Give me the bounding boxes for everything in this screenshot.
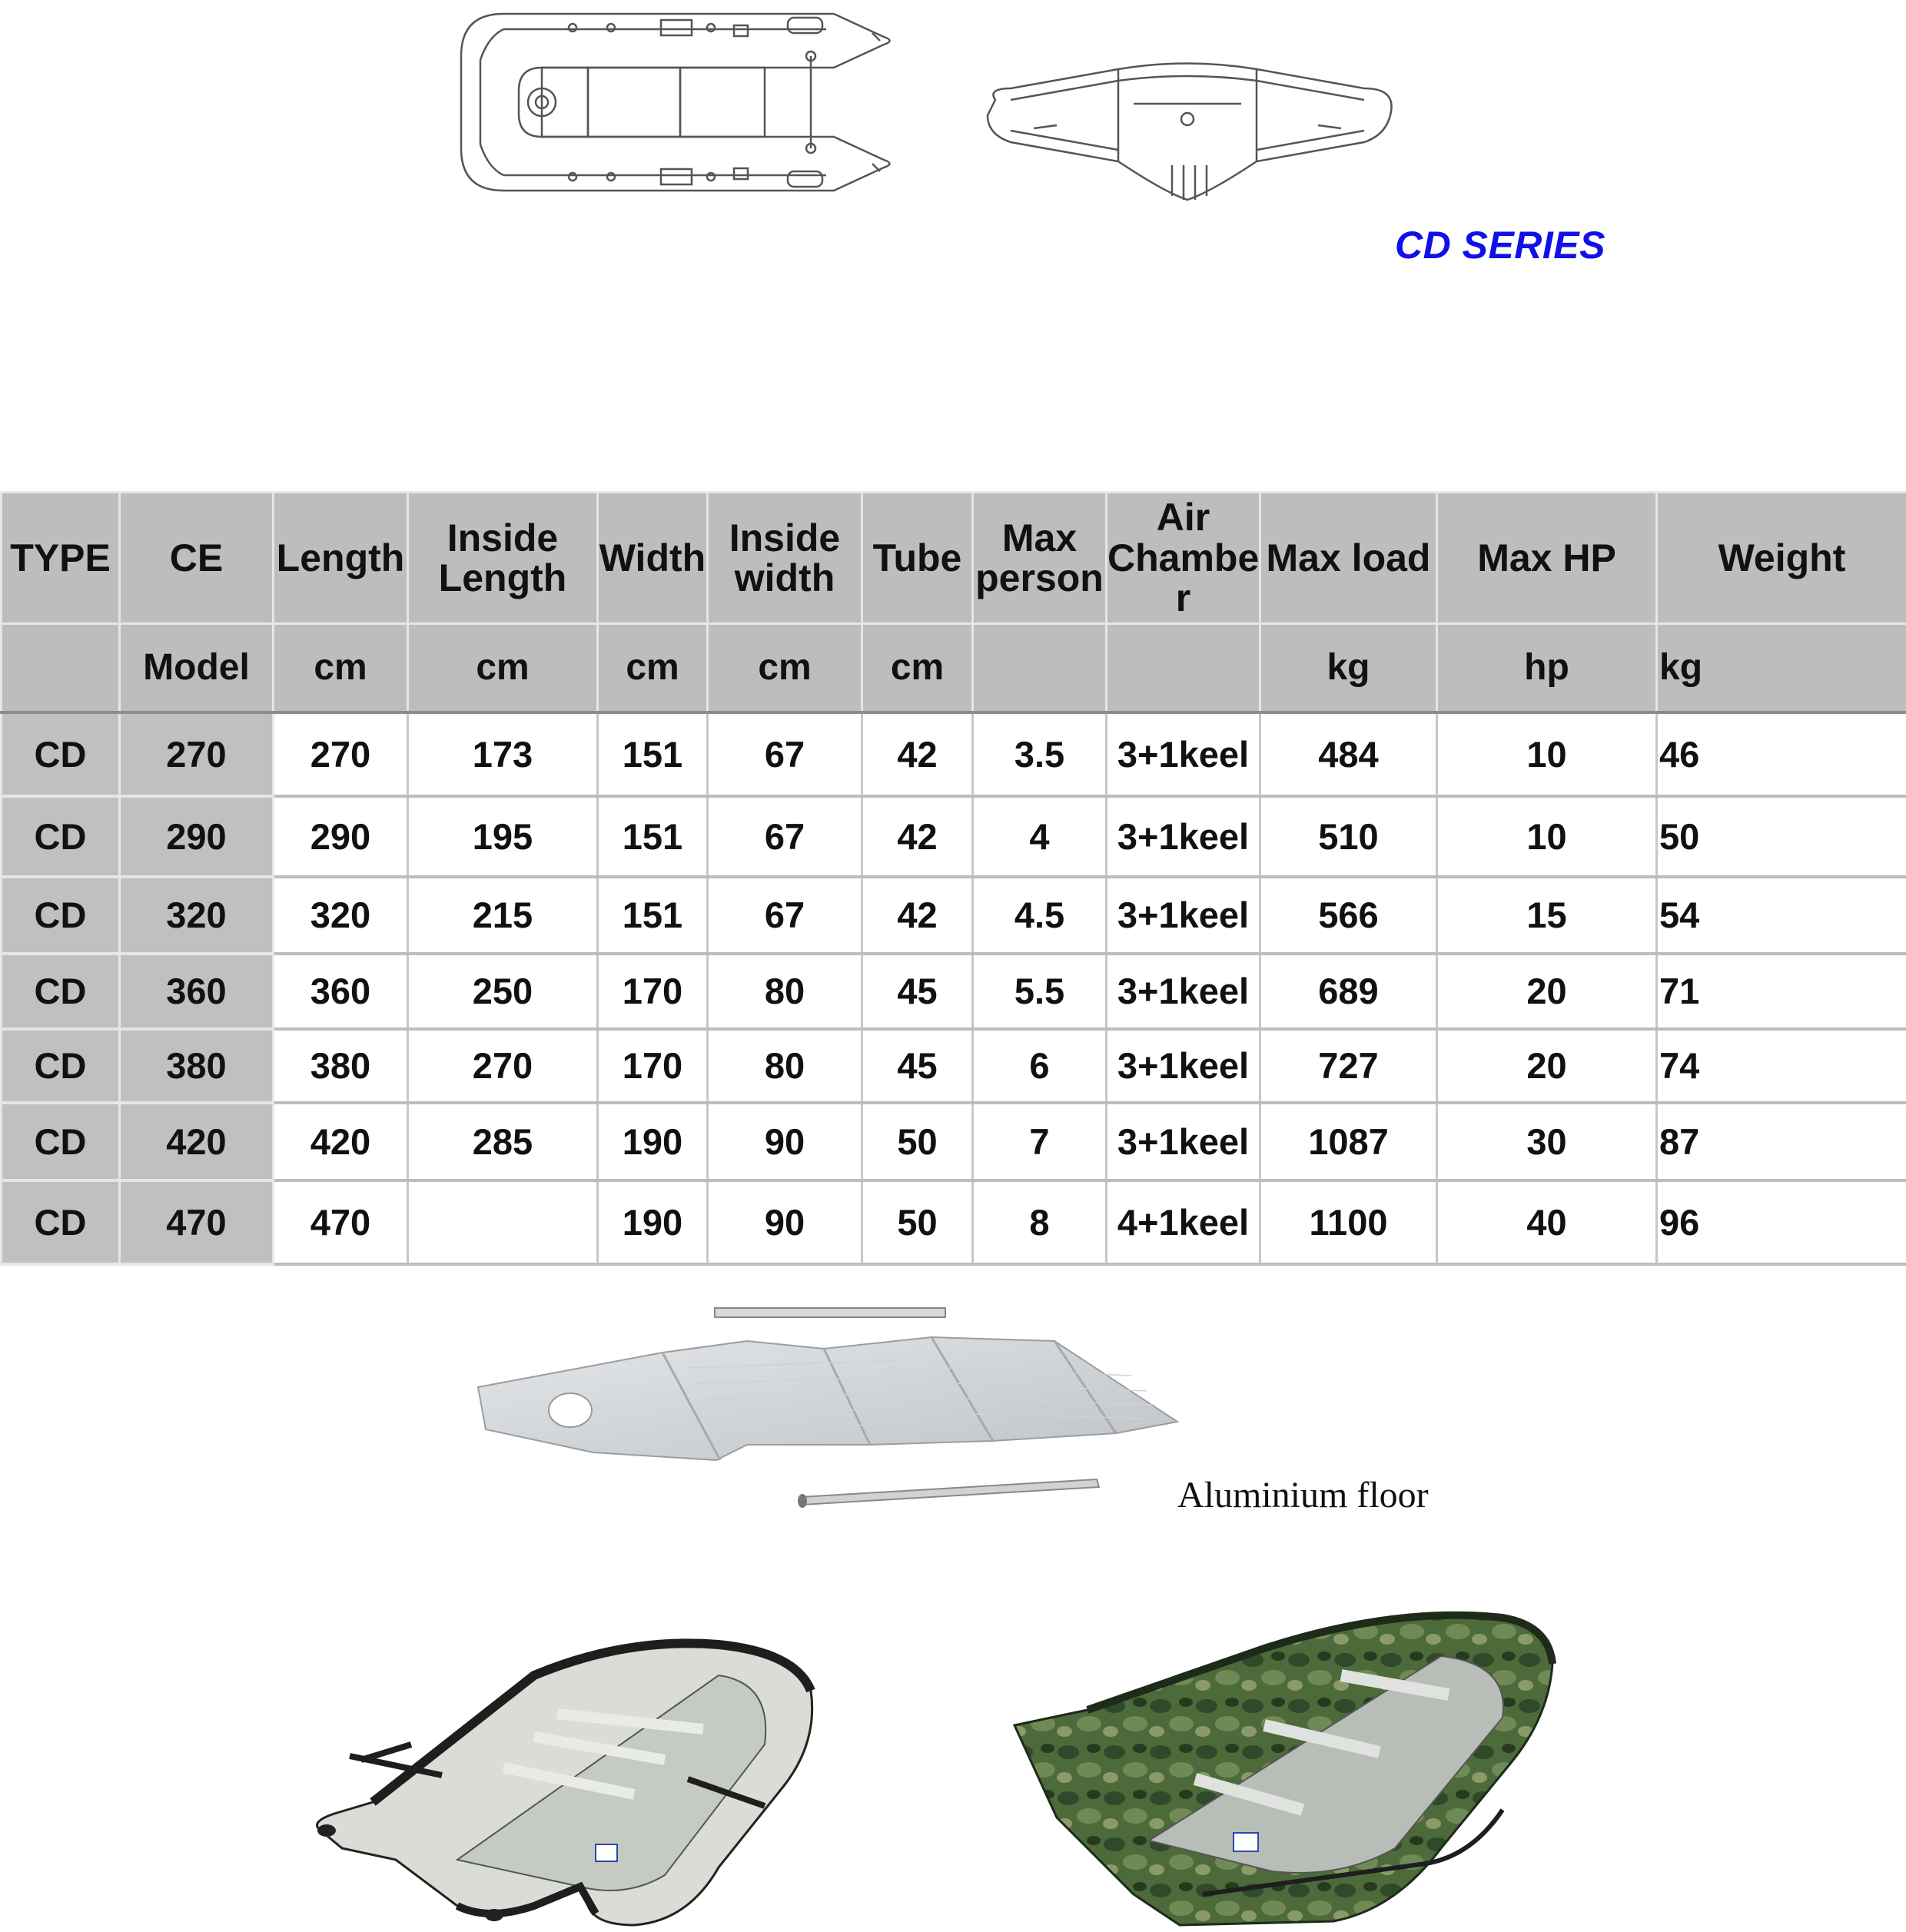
- table-cell: CD: [2, 1029, 120, 1103]
- table-cell: CD: [2, 877, 120, 954]
- table-cell: 67: [708, 712, 862, 796]
- table-cell: 151: [598, 796, 708, 877]
- table-cell: 380: [274, 1029, 408, 1103]
- table-cell: 727: [1260, 1029, 1437, 1103]
- table-cell: 290: [120, 796, 274, 877]
- table-header-row: [2, 493, 1906, 624]
- table-cell: 510: [1260, 796, 1437, 877]
- grey-inflatable-boat-photo: [304, 1629, 826, 1929]
- table-cell: 7: [973, 1103, 1107, 1180]
- table-cell: 3+1keel: [1107, 877, 1260, 954]
- table-cell: 320: [120, 877, 274, 954]
- table-cell: 270: [274, 712, 408, 796]
- table-cell: 151: [598, 877, 708, 954]
- table-cell: 470: [120, 1180, 274, 1264]
- table-row: [2, 954, 1906, 1029]
- table-cell: 80: [708, 1029, 862, 1103]
- table-cell: 50: [862, 1103, 973, 1180]
- table-cell: 420: [120, 1103, 274, 1180]
- table-cell: CD: [2, 796, 120, 877]
- table-cell: 270: [408, 1029, 598, 1103]
- table-cell: 42: [862, 877, 973, 954]
- table-cell: CD: [2, 954, 120, 1029]
- table-cell: 96: [1657, 1180, 1906, 1264]
- unit-cell: kg: [1260, 624, 1437, 713]
- table-cell: 15: [1437, 877, 1657, 954]
- header-max-hp: Max HP: [1437, 493, 1657, 624]
- table-cell: 30: [1437, 1103, 1657, 1180]
- table-row: [2, 877, 1906, 954]
- table-cell: 67: [708, 877, 862, 954]
- table-cell: 3+1keel: [1107, 712, 1260, 796]
- boat-front-view-drawing: [980, 58, 1399, 204]
- table-cell: 6: [973, 1029, 1107, 1103]
- aluminium-floor-photo: [470, 1306, 1181, 1514]
- table-row: [2, 1103, 1906, 1180]
- table-cell: 5.5: [973, 954, 1107, 1029]
- table-cell: 380: [120, 1029, 274, 1103]
- boat-top-view-drawing: [457, 6, 903, 198]
- header-length: Length: [274, 493, 408, 624]
- table-cell: 20: [1437, 1029, 1657, 1103]
- table-cell: 151: [598, 712, 708, 796]
- table-cell: 46: [1657, 712, 1906, 796]
- table-cell: 3+1keel: [1107, 954, 1260, 1029]
- header-type: TYPE: [2, 493, 120, 624]
- table-cell: 470: [274, 1180, 408, 1264]
- table-units-row: [2, 624, 1906, 713]
- table-cell: 285: [408, 1103, 598, 1180]
- header-weight: Weight: [1657, 493, 1906, 624]
- table-cell: 45: [862, 1029, 973, 1103]
- header-width: Width: [598, 493, 708, 624]
- table-body: [2, 712, 1906, 1264]
- table-cell: 90: [708, 1103, 862, 1180]
- spec-table: [0, 491, 1906, 1266]
- table-cell: 45: [862, 954, 973, 1029]
- table-cell: 1087: [1260, 1103, 1437, 1180]
- unit-cell: [1107, 624, 1260, 713]
- table-cell: 40: [1437, 1180, 1657, 1264]
- table-cell: 420: [274, 1103, 408, 1180]
- table-cell: 50: [1657, 796, 1906, 877]
- table-cell: 3+1keel: [1107, 1029, 1260, 1103]
- table-row: [2, 712, 1906, 796]
- table-cell: 90: [708, 1180, 862, 1264]
- table-cell: 42: [862, 712, 973, 796]
- table-cell: 50: [862, 1180, 973, 1264]
- series-title: CD SERIES: [1395, 224, 1606, 267]
- table-cell: 8: [973, 1180, 1107, 1264]
- table-cell: 173: [408, 712, 598, 796]
- table-cell: 170: [598, 954, 708, 1029]
- table-cell: 10: [1437, 796, 1657, 877]
- table-cell: 54: [1657, 877, 1906, 954]
- table-cell: 360: [274, 954, 408, 1029]
- table-row: [2, 796, 1906, 877]
- header-inside-width: Inside width: [708, 493, 862, 624]
- header-max-person: Max person: [973, 493, 1107, 624]
- table-cell: 3+1keel: [1107, 1103, 1260, 1180]
- table-cell: CD: [2, 712, 120, 796]
- table-cell: 215: [408, 877, 598, 954]
- table-cell: 67: [708, 796, 862, 877]
- table-cell: 87: [1657, 1103, 1906, 1180]
- table-cell: 42: [862, 796, 973, 877]
- unit-cell: cm: [598, 624, 708, 713]
- unit-cell: [2, 624, 120, 713]
- unit-cell: hp: [1437, 624, 1657, 713]
- table-cell: 80: [708, 954, 862, 1029]
- table-cell: 170: [598, 1029, 708, 1103]
- unit-cell: [973, 624, 1107, 713]
- table-cell: 270: [120, 712, 274, 796]
- table-cell: 3.5: [973, 712, 1107, 796]
- table-cell: 250: [408, 954, 598, 1029]
- table-cell: 74: [1657, 1029, 1906, 1103]
- unit-cell: Model: [120, 624, 274, 713]
- table-cell: 71: [1657, 954, 1906, 1029]
- unit-cell: cm: [862, 624, 973, 713]
- table-cell: 1100: [1260, 1180, 1437, 1264]
- table-cell: 4.5: [973, 877, 1107, 954]
- table-cell: CD: [2, 1103, 120, 1180]
- table-cell: 4: [973, 796, 1107, 877]
- header-tube: Tube: [862, 493, 973, 624]
- unit-cell: cm: [408, 624, 598, 713]
- table-cell: 190: [598, 1180, 708, 1264]
- table-row: [2, 1180, 1906, 1264]
- table-cell: CD: [2, 1180, 120, 1264]
- table-cell: 190: [598, 1103, 708, 1180]
- table-cell: 484: [1260, 712, 1437, 796]
- unit-cell: cm: [274, 624, 408, 713]
- table-cell: 689: [1260, 954, 1437, 1029]
- table-cell: 290: [274, 796, 408, 877]
- unit-cell: cm: [708, 624, 862, 713]
- table-cell: 4+1keel: [1107, 1180, 1260, 1264]
- table-cell: 10: [1437, 712, 1657, 796]
- table-cell: 360: [120, 954, 274, 1029]
- header-ce: CE: [120, 493, 274, 624]
- unit-cell: kg: [1657, 624, 1906, 713]
- table-cell: 195: [408, 796, 598, 877]
- camouflage-inflatable-boat-photo: [1011, 1602, 1564, 1929]
- header-inside-length: Inside Length: [408, 493, 598, 624]
- header-air-chamber: Air Chambe r: [1107, 493, 1260, 624]
- table-cell: [408, 1180, 598, 1264]
- table-cell: 20: [1437, 954, 1657, 1029]
- floor-caption: Aluminium floor: [1177, 1475, 1429, 1515]
- table-row: [2, 1029, 1906, 1103]
- table-cell: 320: [274, 877, 408, 954]
- header-max-load: Max load: [1260, 493, 1437, 624]
- table-cell: 566: [1260, 877, 1437, 954]
- table-cell: 3+1keel: [1107, 796, 1260, 877]
